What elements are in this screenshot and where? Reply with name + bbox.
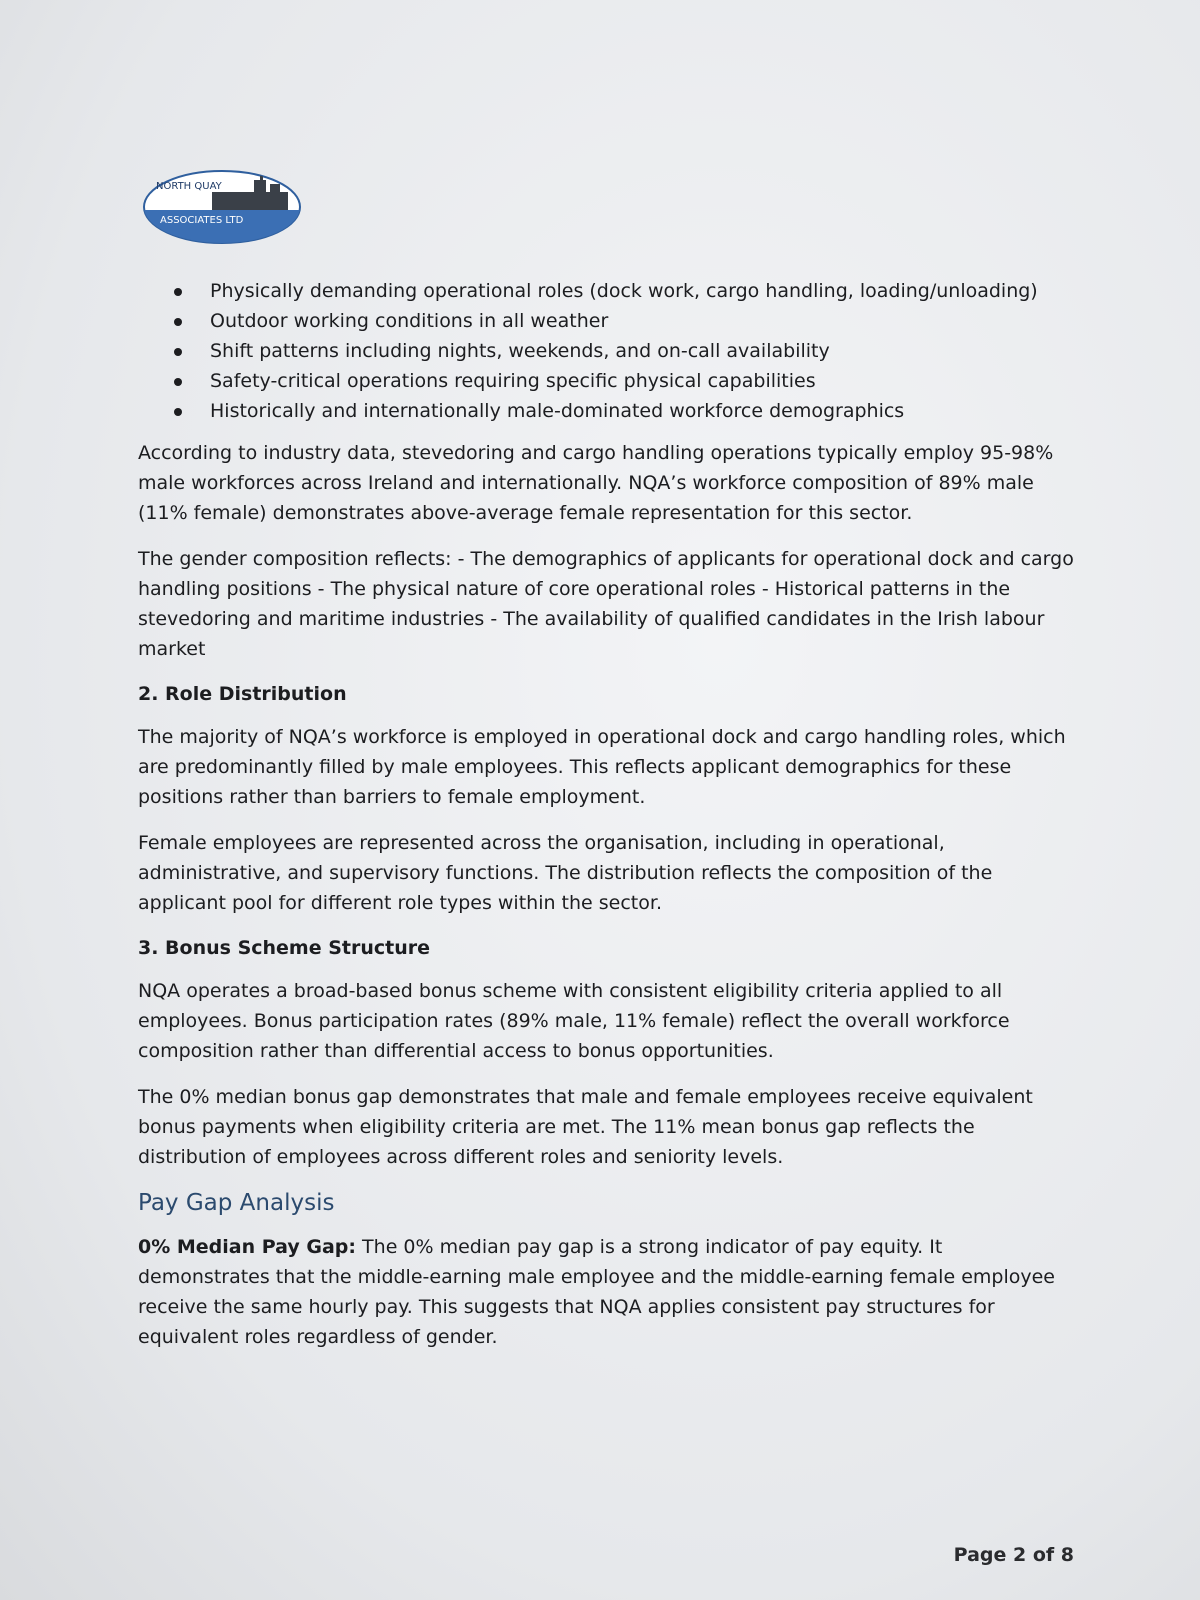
pay-gap-analysis-heading: Pay Gap Analysis xyxy=(138,1190,335,1216)
list-item: Outdoor working conditions in all weather xyxy=(210,306,1078,336)
median-pay-gap-text: The 0% median pay gap is a strong indicator of pay equity. It demonstrates that the middle-earning male employee and the middle-earning female employee receive the same hourly pay. This suggests that NQA applies consistent pay structures for equivalent roles regardless of gender. xyxy=(138,1236,1055,1348)
list-item: Safety-critical operations requiring specific physical capabilities xyxy=(210,366,1078,396)
industry-paragraph: According to industry data, stevedoring and cargo handling operations typically employ 95-98% male workforces across Ireland and internationally. NQA’s workforce composition of 89% male (11% female) demonstrates above-average female representation for this sector. xyxy=(138,442,1054,524)
section-heading-bonus-scheme: 3. Bonus Scheme Structure xyxy=(138,937,431,959)
page-number: Page 2 of 8 xyxy=(953,1544,1074,1566)
company-logo xyxy=(142,168,302,246)
logo-text-bottom: ASSOCIATES LTD xyxy=(160,215,244,226)
logo-text-top: NORTH QUAY xyxy=(156,181,222,192)
list-item: Historically and internationally male-dominated workforce demographics xyxy=(210,396,1078,426)
list-item: Physically demanding operational roles (dock work, cargo handling, loading/unloading) xyxy=(210,276,1078,306)
median-pay-gap-label: 0% Median Pay Gap: xyxy=(138,1236,357,1258)
role-distribution-paragraph-1: The majority of NQA’s workforce is employed in operational dock and cargo handling roles, which are predominantly filled by male employees. This reflects applicant demographics for these positions rather than barriers to female employment. xyxy=(138,726,1066,808)
gender-composition-paragraph: The gender composition reflects: - The demographics of applicants for operational dock and cargo handling positions - The physical nature of core operational roles - Historical patterns in the stevedoring and maritime industries - The availability of qualified candidates in the Irish labour market xyxy=(138,548,1074,660)
document-body xyxy=(138,276,1078,1368)
bonus-scheme-paragraph-1: NQA operates a broad-based bonus scheme with consistent eligibility criteria applied to all employees. Bonus participation rates (89% male, 11% female) reflect the overall workforce composition rather than differential access to bonus opportunities. xyxy=(138,980,1010,1062)
list-item: Shift patterns including nights, weekends, and on-call availability xyxy=(210,336,1078,366)
bonus-scheme-paragraph-2: The 0% median bonus gap demonstrates that male and female employees receive equivalent bonus payments when eligibility criteria are met. The 11% mean bonus gap reflects the distribution of employees across different roles and seniority levels. xyxy=(138,1086,1033,1168)
section-heading-role-distribution: 2. Role Distribution xyxy=(138,683,347,705)
median-pay-gap-paragraph xyxy=(138,1232,1078,1352)
role-distribution-paragraph-2: Female employees are represented across the organisation, including in operational, administrative, and supervisory functions. The distribution reflects the composition of the applicant pool for different role types within the sector. xyxy=(138,832,993,914)
requirements-list xyxy=(138,276,1078,426)
